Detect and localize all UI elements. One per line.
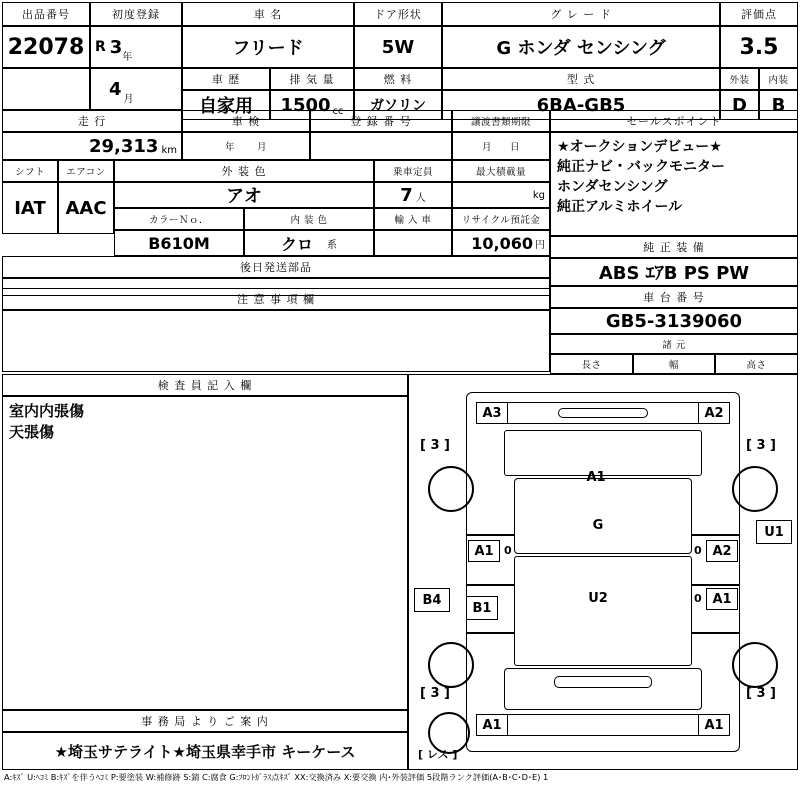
ext-grade-value: D <box>720 90 759 120</box>
mark-left-rocker-b4: B4 <box>414 588 450 612</box>
chassis-label: 車 台 番 号 <box>550 286 798 308</box>
history-value: 自家用 <box>182 90 270 120</box>
first-reg-label: 初度登録 <box>90 2 182 26</box>
mark-front-right-a2: A2 <box>698 402 730 424</box>
max-load-unit: kg <box>532 189 545 201</box>
sales-point-line-3: ホンダセンシング <box>557 179 668 195</box>
import-value <box>374 230 452 256</box>
later-parts-label: 後日発送部品 <box>2 256 550 278</box>
reg-no-label: 登 録 番 号 <box>310 110 452 132</box>
int-color-text: クロ <box>280 234 313 254</box>
exhibit-no-value: 22078 <box>2 26 90 68</box>
mark-left-door-a1: A1 <box>468 540 500 562</box>
color-no-value: B610M <box>114 230 244 256</box>
mileage-number: 29,313 <box>88 135 159 157</box>
mark-rear-left-a1: A1 <box>476 714 508 736</box>
recycle-number: 10,060 <box>471 233 533 253</box>
inspector-note-1: 室内内張傷 <box>9 402 85 420</box>
mark-right-rear-zero: 0 <box>694 592 702 605</box>
inspection-year-unit: 年 <box>224 142 235 153</box>
door-value: 5W <box>354 26 442 68</box>
aircon-value: AAC <box>58 182 114 234</box>
office-text-value: ★埼玉サテライト★埼玉県幸手市 キーケース <box>54 742 356 761</box>
rear-panel <box>504 668 702 710</box>
sales-point-line-2: 純正ナビ・バックモニター <box>557 159 725 175</box>
mark-tire-front-right: [ 3 ] <box>746 438 776 453</box>
max-load-label: 最大積載量 <box>452 160 550 182</box>
right-divider-2 <box>692 584 740 586</box>
mileage-value <box>2 132 182 160</box>
mileage-unit: km <box>161 145 177 156</box>
mark-right-door-a2: A2 <box>706 540 738 562</box>
right-divider-3 <box>692 632 740 634</box>
first-reg-month-unit: 月 <box>123 94 134 105</box>
score-label: 評価点 <box>720 2 798 26</box>
car-name-label: 車 名 <box>182 2 354 26</box>
score-value: 3.5 <box>720 26 798 68</box>
int-grade-label: 内装 <box>759 68 798 90</box>
mark-rear-right-a1: A1 <box>698 714 730 736</box>
right-divider-1 <box>692 534 740 536</box>
sales-point-label: セールスポイント <box>550 110 798 132</box>
mileage-label: 走 行 <box>2 110 182 132</box>
capacity-number: 7 <box>400 184 413 206</box>
first-reg-month: 4 <box>109 78 122 100</box>
office-text <box>2 732 408 770</box>
damage-diagram-inner <box>408 374 798 770</box>
dim-length-label: 長さ <box>550 354 633 374</box>
rear-window <box>554 676 652 688</box>
inspection-label: 車 検 <box>182 110 310 132</box>
wheel-rear-right <box>732 642 778 688</box>
car-name-value: フリード <box>182 26 354 68</box>
dim-height-label: 高さ <box>715 354 798 374</box>
dim-width-label: 幅 <box>633 354 715 374</box>
fuel-label: 燃 料 <box>354 68 442 90</box>
displacement-number: 1500 <box>280 94 331 116</box>
mark-hood-a1: A1 <box>586 469 606 485</box>
aircon-label: エアコン <box>58 160 114 182</box>
mark-spare-tire: [ レス ] <box>418 748 458 761</box>
grade-label: グ レ ー ド <box>442 2 720 26</box>
cabin-panel <box>514 556 692 666</box>
inspector-notes <box>2 396 408 710</box>
left-divider-3 <box>466 632 514 634</box>
first-reg-year: 3 <box>109 36 123 58</box>
mark-front-left-a3: A3 <box>476 402 508 424</box>
caution-label: 注 意 事 項 欄 <box>2 288 550 310</box>
office-label: 事 務 局 よ り ご 案 内 <box>2 710 408 732</box>
first-reg-year-unit: 年 <box>122 52 133 63</box>
mark-left-door-zero: 0 <box>504 544 512 557</box>
wheel-front-right <box>732 466 778 512</box>
mark-tire-rear-right: [ 3 ] <box>746 686 776 701</box>
left-divider-2 <box>466 584 514 586</box>
inspector-label: 検 査 員 記 入 欄 <box>2 374 408 396</box>
inspection-value <box>182 132 310 160</box>
wheel-front-left <box>428 466 474 512</box>
inspection-month-unit: 月 <box>257 142 268 153</box>
mark-tire-rear-left: [ 3 ] <box>420 686 450 701</box>
exhibit-no-filler <box>2 68 90 110</box>
mark-left-rear-b1: B1 <box>466 596 498 620</box>
reg-no-value <box>310 132 452 160</box>
transfer-day: 日 <box>510 142 521 153</box>
mark-tire-front-left: [ 3 ] <box>420 438 450 453</box>
mark-right-u1: U1 <box>756 520 792 544</box>
recycle-value <box>452 230 550 256</box>
int-color-value <box>244 230 374 256</box>
recycle-unit: 円 <box>535 239 545 251</box>
transfer-value <box>452 132 550 160</box>
int-grade-value: B <box>759 90 798 120</box>
import-label: 輸 入 車 <box>374 208 452 230</box>
sales-point-box <box>550 132 798 236</box>
sales-point-line-1: ★オークションデビュー★ <box>557 139 722 155</box>
max-load-value <box>452 182 550 208</box>
shift-label: シフト <box>2 160 58 182</box>
door-label: ドア形状 <box>354 2 442 26</box>
dimension-label: 諸 元 <box>550 334 798 354</box>
sales-point-line-4: 純正アルミホイール <box>557 199 683 215</box>
front-grille <box>558 408 648 418</box>
ext-color-value: アオ <box>114 182 374 208</box>
model-code-value: 6BA-GB5 <box>442 90 720 120</box>
transfer-month: 月 <box>481 142 492 153</box>
displacement-label: 排 気 量 <box>270 68 354 90</box>
exhibit-no-label: 出品番号 <box>2 2 90 26</box>
capacity-value <box>374 182 452 208</box>
left-divider-1 <box>466 534 514 536</box>
first-reg-month-value <box>90 68 182 110</box>
first-reg-era: R <box>95 39 106 55</box>
wheel-rear-left <box>428 642 474 688</box>
displacement-unit: cc <box>332 106 344 117</box>
rear-bumper <box>486 714 720 736</box>
chassis-value: GB5-3139060 <box>550 308 798 334</box>
capacity-unit: 人 <box>415 193 426 204</box>
shift-value: IAT <box>2 182 58 234</box>
ext-grade-label: 外装 <box>720 68 759 90</box>
history-label: 車 歴 <box>182 68 270 90</box>
mark-right-rear-a1: A1 <box>706 588 738 610</box>
caution-value <box>2 310 550 372</box>
genuine-equip-value: ABS ｴｱB PS PW <box>550 258 798 286</box>
mark-center-u2: U2 <box>588 590 608 606</box>
genuine-equip-label: 純 正 装 備 <box>550 236 798 258</box>
color-no-label: カラーＮｏ． <box>114 208 244 230</box>
transfer-label: 譲渡書類期限 <box>452 110 550 132</box>
legend-row <box>0 772 800 800</box>
int-color-suffix: 系 <box>327 239 337 251</box>
legend-text: A:ｷｽﾞ U:ﾍｺﾐ B:ｷｽﾞを伴うﾍｺﾐ P:要塗装 W:補修跡 S:錆 C:腐食 G:ﾌﾛﾝﾄｶﾞﾗｽ点ｷｽﾞ XX:交換済み X:要交換 内･外装評価 5段階ランク評価(A･B･C･D･E) 1 <box>4 772 549 782</box>
ext-color-label: 外 装 色 <box>114 160 374 182</box>
mark-roof-g: G <box>592 517 604 533</box>
fuel-value: ガソリン <box>354 90 442 120</box>
mark-right-door-zero: 0 <box>694 544 702 557</box>
grade-value: G ホンダ センシング <box>442 26 720 68</box>
int-color-label: 内 装 色 <box>244 208 374 230</box>
inspector-note-2: 天張傷 <box>9 423 55 441</box>
first-reg-value <box>90 26 182 68</box>
model-code-label: 型 式 <box>442 68 720 90</box>
recycle-label: リサイクル預託金 <box>452 208 550 230</box>
capacity-label: 乗車定員 <box>374 160 452 182</box>
